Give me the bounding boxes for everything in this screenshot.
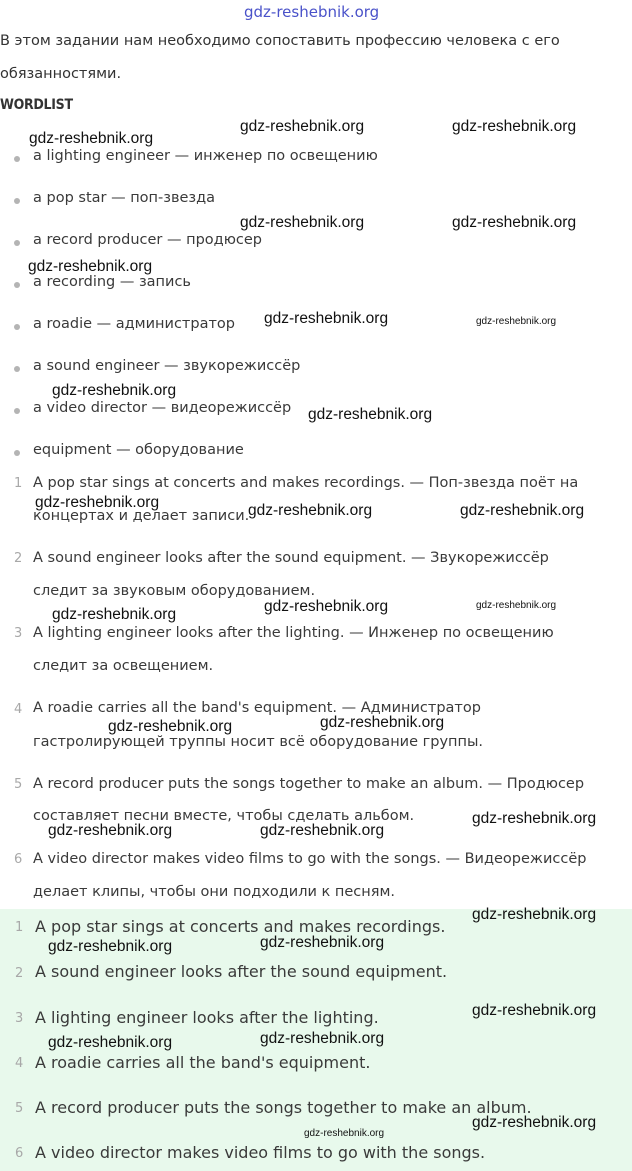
watermark: gdz-reshebnik.org <box>472 810 597 827</box>
watermark: gdz-reshebnik.org <box>320 714 445 731</box>
watermark: gdz-reshebnik.org <box>308 406 433 423</box>
translation-line: составляет песни вместе, чтобы сделать альбом. <box>33 808 415 824</box>
answer-line: A record producer puts the songs together to make an album. <box>35 1098 532 1117</box>
bullet-icon <box>14 156 20 162</box>
translation-line: A video director makes video films to go with the songs. — Видеорежиссёр <box>33 851 587 867</box>
watermark: gdz-reshebnik.org <box>28 258 153 275</box>
watermark: gdz-reshebnik.org <box>260 822 385 839</box>
bullet-icon <box>14 408 20 414</box>
item-number: 5 <box>14 777 23 792</box>
translation-line: A pop star sings at concerts and makes recordings. — Поп-звезда поёт на <box>33 475 579 491</box>
wordlist-item: a recording — запись <box>33 274 191 290</box>
watermark: gdz-reshebnik.org <box>248 502 373 519</box>
watermark: gdz-reshebnik.org <box>48 938 173 955</box>
item-number: 2 <box>14 551 23 566</box>
translation-line: A record producer puts the songs together to make an album. — Продюсер <box>33 776 585 792</box>
answer-number: 3 <box>15 1011 24 1026</box>
bullet-icon <box>14 324 20 330</box>
answer-line: A sound engineer looks after the sound equipment. <box>35 962 448 981</box>
watermark: gdz-reshebnik.org <box>452 118 577 135</box>
answer-number: 6 <box>15 1146 24 1161</box>
translation-line: следит за освещением. <box>33 658 214 674</box>
watermark: gdz-reshebnik.org <box>52 606 177 623</box>
watermark: gdz-reshebnik.org <box>35 494 160 511</box>
wordlist-item: a pop star — поп-звезда <box>33 190 216 206</box>
wordlist-item: a video director — видеорежиссёр <box>33 400 292 416</box>
bullet-icon <box>14 240 20 246</box>
bullet-icon <box>14 198 20 204</box>
bullet-icon <box>14 282 20 288</box>
item-number: 3 <box>14 626 23 641</box>
wordlist-item: a sound engineer — звукорежиссёр <box>33 358 301 374</box>
watermark: gdz-reshebnik.org <box>29 130 154 147</box>
watermark: gdz-reshebnik.org <box>260 1030 385 1047</box>
translation-line: A roadie carries all the band's equipment. — Администратор <box>33 700 481 716</box>
translation-line: A lighting engineer looks after the lighting. — Инженер по освещению <box>33 625 554 641</box>
wordlist-item: a roadie — администратор <box>33 316 235 332</box>
watermark: gdz-reshebnik.org <box>48 1034 173 1051</box>
answer-number: 1 <box>15 920 24 935</box>
wordlist-item: a record producer — продюсер <box>33 232 262 248</box>
translation-line: концертах и делает записи. <box>33 508 250 524</box>
bullet-icon <box>14 366 20 372</box>
item-number: 4 <box>14 702 23 717</box>
answer-line: A lighting engineer looks after the lighting. <box>35 1008 379 1027</box>
watermark: gdz-reshebnik.org <box>264 310 389 327</box>
item-number: 1 <box>14 476 23 491</box>
answer-line: A pop star sings at concerts and makes recordings. <box>35 917 446 936</box>
site-link[interactable]: gdz-reshebnik.org <box>244 3 380 21</box>
wordlist-heading: WORDLIST <box>0 97 73 113</box>
answer-number: 4 <box>15 1056 24 1071</box>
watermark: gdz-reshebnik.org <box>476 600 557 611</box>
item-number: 6 <box>14 852 23 867</box>
watermark: gdz-reshebnik.org <box>472 1114 597 1131</box>
watermark: gdz-reshebnik.org <box>476 316 557 327</box>
translation-line: A sound engineer looks after the sound equipment. — Звукорежиссёр <box>33 550 549 566</box>
watermark: gdz-reshebnik.org <box>304 1128 385 1139</box>
watermark: gdz-reshebnik.org <box>240 214 365 231</box>
answer-number: 5 <box>15 1101 24 1116</box>
intro-line-1: В этом задании нам необходимо сопоставить профессию человека с его <box>0 33 560 49</box>
intro-line-2: обязанностями. <box>0 66 122 82</box>
watermark: gdz-reshebnik.org <box>48 822 173 839</box>
watermark: gdz-reshebnik.org <box>260 934 385 951</box>
watermark: gdz-reshebnik.org <box>460 502 585 519</box>
translation-line: делает клипы, чтобы они подходили к песням. <box>33 884 396 900</box>
watermark: gdz-reshebnik.org <box>452 214 577 231</box>
bullet-icon <box>14 450 20 456</box>
translation-line: следит за звуковым оборудованием. <box>33 583 316 599</box>
answer-number: 2 <box>15 966 24 981</box>
watermark: gdz-reshebnik.org <box>108 718 233 735</box>
wordlist-item: a lighting engineer — инженер по освещению <box>33 148 378 164</box>
watermark: gdz-reshebnik.org <box>240 118 365 135</box>
translation-line: гастролирующей труппы носит всё оборудование группы. <box>33 734 484 750</box>
wordlist-item: equipment — оборудование <box>33 442 244 458</box>
answer-line: A video director makes video films to go with the songs. <box>35 1143 486 1162</box>
watermark: gdz-reshebnik.org <box>52 382 177 399</box>
answer-line: A roadie carries all the band's equipment. <box>35 1053 371 1072</box>
watermark: gdz-reshebnik.org <box>472 906 597 923</box>
watermark: gdz-reshebnik.org <box>472 1002 597 1019</box>
watermark: gdz-reshebnik.org <box>264 598 389 615</box>
